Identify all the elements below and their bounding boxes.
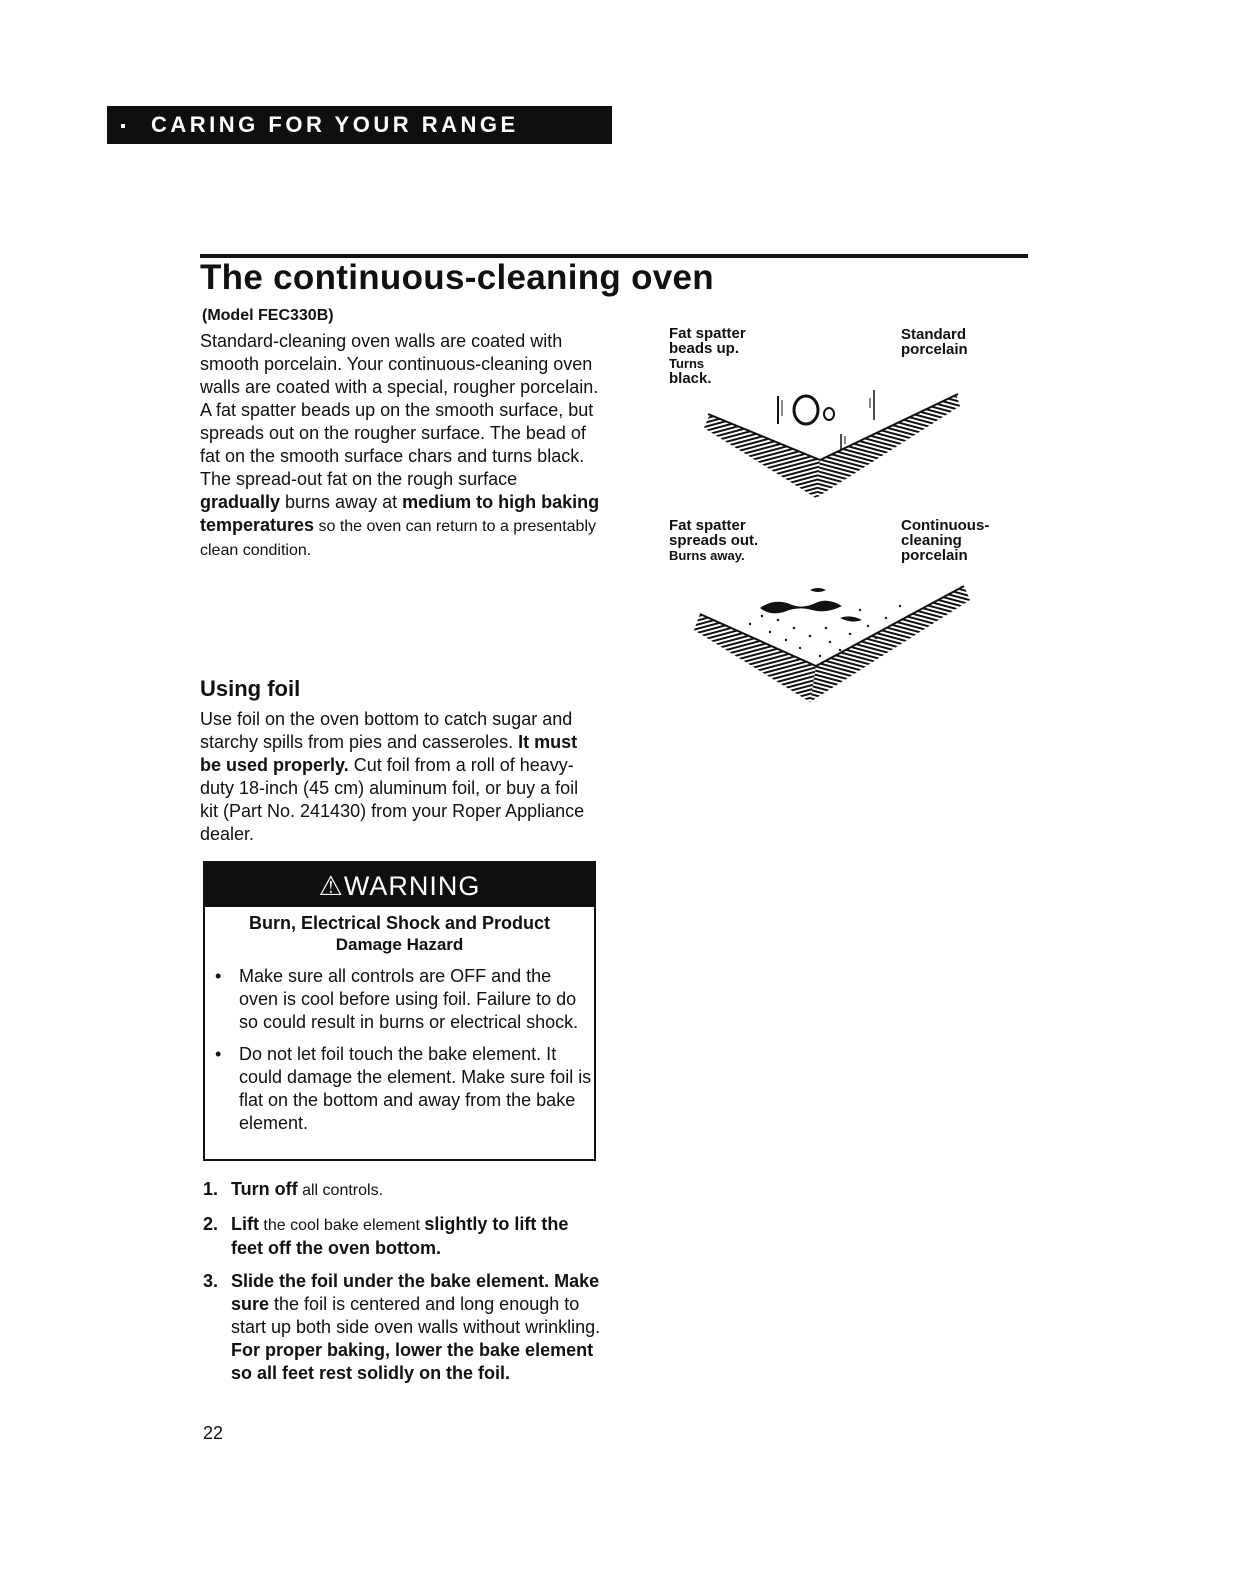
intro-text-2: burns away at <box>280 492 403 512</box>
step-number: 1. <box>203 1179 219 1199</box>
warning-bullet <box>215 965 594 1034</box>
warning-bullet <box>215 1043 594 1135</box>
step-bold: Lift <box>231 1214 259 1234</box>
label-line: porcelain <box>901 341 968 358</box>
foil-paragraph <box>200 708 600 846</box>
rough-porcelain-illustration <box>690 580 970 710</box>
step-3 <box>203 1270 603 1385</box>
step-text: the cool bake element <box>258 1217 425 1234</box>
warning-bullet-text: Do not let foil touch the bake element. It could damage the element. Make sure foil is flat on the bottom and away from the bake element. <box>239 1044 592 1133</box>
left-wall <box>704 414 820 498</box>
banner-text: CARING FOR YOUR RANGE <box>151 112 519 137</box>
label-line: Continuous- <box>901 517 990 534</box>
label-line: Standard <box>901 326 967 343</box>
label-continuous-porcelain <box>901 518 989 563</box>
step-bold: For proper baking, lower the bake element so all feet rest solidly on the foil. <box>231 1340 594 1383</box>
step-bold: Turn off <box>231 1179 298 1199</box>
model-number: (Model FEC330B) <box>202 307 334 324</box>
step-text: all controls. <box>297 1182 384 1199</box>
spread-fat-icon <box>760 601 842 614</box>
intro-text-1: Standard-cleaning oven walls are coated with smooth porcelain. Your continuous-cleaning oven walls are coated with a special, rougher porcelain. A fat spatter beads up on the smooth surface, but spreads out on the rougher surface. The bead of fat on the smooth surface chars and turns black. The spread-out fat on the rough surface <box>200 331 599 489</box>
intro-paragraph <box>200 330 600 562</box>
intro-text-3: so the oven can return to a presentably clean condition. <box>200 518 596 559</box>
step-2 <box>203 1213 603 1260</box>
label-line: Fat spatter <box>669 325 746 342</box>
hazard-line-2: Damage Hazard <box>335 935 464 954</box>
warning-label: WARNING <box>343 871 481 901</box>
warning-box <box>203 861 596 1161</box>
right-wall <box>816 394 960 498</box>
warning-triangle-icon: ⚠ <box>318 871 344 901</box>
intro-bold-2: medium to high baking temperatures <box>200 492 600 535</box>
smooth-porcelain-illustration <box>690 376 970 504</box>
label-line: black. <box>669 370 712 387</box>
page-title: The continuous-cleaning oven <box>200 258 714 297</box>
hazard-line-1: Burn, Electrical Shock and Product <box>248 913 551 933</box>
fat-bead-icon <box>824 408 834 420</box>
label-standard-porcelain <box>901 327 968 357</box>
step-number: 3. <box>203 1271 219 1291</box>
banner-bullet <box>121 124 125 128</box>
label-line: porcelain <box>901 547 968 564</box>
foil-text-1: Use foil on the oven bottom to catch sugar and starchy spills from pies and casseroles. <box>200 709 573 752</box>
fat-bead-icon <box>794 396 818 424</box>
warning-bullet-text: Make sure all controls are OFF and the oven is cool before using foil. Failure to do so could result in burns or electrical shock. <box>239 966 579 1032</box>
foil-text-2: Cut foil from a roll of heavy-duty 18-inch (45 cm) aluminum foil, or buy a foil kit (Part No. 241430) from your Roper Appliance dealer. <box>200 755 585 844</box>
intro-bold-1: gradually <box>200 492 281 512</box>
section-banner <box>107 106 612 144</box>
step-bold: slightly to lift the feet off the oven bottom. <box>231 1214 569 1258</box>
hazard-title <box>205 912 594 956</box>
label-line: Burns away. <box>669 548 745 563</box>
section-heading-using-foil: Using foil <box>200 676 301 701</box>
bullet-icon: • <box>215 966 222 986</box>
step-1 <box>203 1178 603 1202</box>
step-text: the foil is centered and long enough to start up both side oven walls without wrinkling. <box>231 1294 601 1337</box>
label-line: Fat spatter <box>669 517 746 534</box>
step-number: 2. <box>203 1214 219 1234</box>
label-line: cleaning <box>901 532 962 549</box>
step-bold: Slide the foil under the bake element. Make sure <box>231 1271 600 1314</box>
label-line: beads up. <box>669 340 740 357</box>
foil-bold: It must be used properly. <box>200 732 578 775</box>
warning-header <box>205 863 594 907</box>
bullet-icon: • <box>215 1044 222 1064</box>
page-number: 22 <box>203 1423 224 1443</box>
label-fat-spreads <box>669 518 758 563</box>
label-line: spreads out. <box>669 532 759 549</box>
label-line: Turns <box>669 356 705 371</box>
